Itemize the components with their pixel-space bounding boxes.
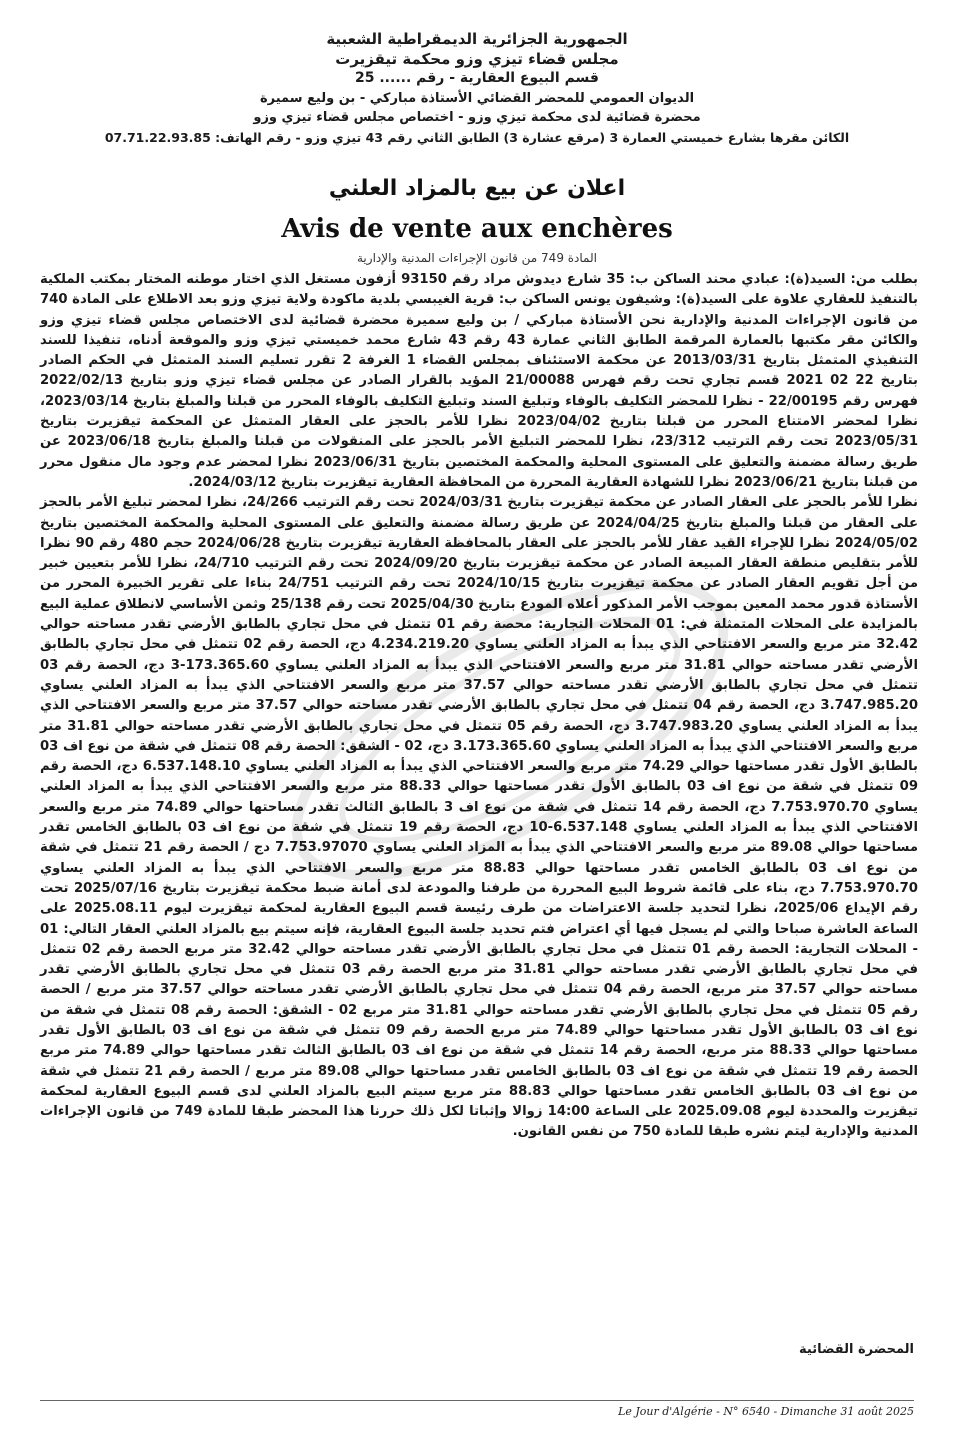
section-line: قسم البيوع العقارية - رقم ...... 25 [355,70,599,86]
notice-body [40,270,918,1143]
legal-reference: المادة 749 من قانون الإجراءات المدنية والإدارية [357,251,597,265]
address-line: الكائن مقرها بشارع خميستي العمارة 3 (مرقع عشارة 3) الطابق الثاني رقم 43 تيزي وزو - رقم الهاتف: 07.71.22.93.85 [104,129,850,145]
court-line: مجلس قضاء تيزي وزو محكمة تيقزيرت [335,49,619,68]
republic-line: الجمهورية الجزائرية الديمقراطية الشعبية [326,30,628,48]
bailiff-line: محضرة قضائية لدى محكمة تيزي وزو - اختصاص مجلس قضاء تيزي وزو [253,110,701,125]
notice-paragraph: بطلب من: السيد(ة): عبادي محند الساكن ب: 35 شارع ديدوش مراد رقم 93150 أزفون مستغل الذي اختار موطنه المختار بمكتب الملكية بالتنفيذ للعقاري علاوة على السيد(ة): وشيفون يونس الساكن ب: قرية الغيبسي بلدية ماكودة ولاية تيزي وزو بعد الاطلاع على المادة 740 من قانون الإجراءات المدنية والإدارية نحن الأستاذة مباركي / بن وليع سميرة محضرة قضائية لدى الاختصاص مجلس قضاء تيزي وزو والكائن مقر مكتبها بالعمارة المرقمة الطابق الثاني عمارة 43 رقم 43 شارع محمد خميستي تيزي وزو والموقعة أدناه، تنفيذا للسند التنفيذي المتمثل بتاريخ 2013/03/31 عن محكمة الاستئناف بمجلس القضاء 1 الغرفة 2 تقرر تسليم السند المتمثل في الحكم الصادر بتاريخ 22 02 2021 قسم تجاري تحت رقم فهرس 21/00088 المؤيد بالقرار الصادر عن مجلس قضاء تيزي وزو بتاريخ 2022/02/13 فهرس رقم 22/00195 - نظرا للمحضر التكليف بالوفاء وتبليغ السند وتبليغ التكليف بالوفاء المحرر من قبلنا والمبلغ بتاريخ 2023/03/14، نظرا لمحضر الامتناع المحرر من قبلنا بتاريخ 2023/04/02 نظرا للأمر بالحجز على العقار المتمثل عن المحكمة تيقزيرت بتاريخ 2023/05/31 تحت رقم الترتيب 23/312، نظرا للمحضر التبليغ الأمر بالحجز على المنقولات من قبلنا والمبلغ بتاريخ 2023/06/18 عن طريق رسالة مضمنة والتعليق على المستوى المحلية والمحكمة المختصين بتاريخ 2023/06/31 نظرا لمحضر عدم وجود مال منقول محرر من قبلنا بتاريخ 2023/06/21 نظرا للشهادة العقارية المحررة من المحافظة العقارية تيقزيرت بتاريخ 2024/03/12. [40,272,919,490]
court-header [40,30,914,147]
notice-paragraph: نظرا للأمر بالحجز على العقار الصادر عن محكمة تيقزيرت بتاريخ 2024/03/31 تحت رقم الترتيب 24/266، نظرا لمحضر تبليغ الأمر بالحجز على العقار من قبلنا والمبلغ بتاريخ 2024/04/25 عن طريق رسالة مضمنة والتعليق على المستوى المحلية والمحكمة المختصين بتاريخ 2024/05/02 نظرا للإجراء القيد عقار للأمر بالحجز على العقار بالمحافظة العقارية تيقزيرت بتاريخ 2024/06/28 حجم 480 رقم 90 نظرا للأمر بتقليص منطقة العقار المبيعة الصادر عن محكمة تيقزيرت بتاريخ 2024/09/20 تحت رقم الترتيب 24/710، نظرا للأمر بتعيين خبير من أجل تقويم العقار الصادر عن محكمة تيقزيرت بتاريخ 2024/10/15 تحت رقم الترتيب 24/751 بناءا على تقرير الخبيرة المحرر من الأستاذة قدور محمد المعين بموجب الأمر المذكور أعلاه المودع بتاريخ 2025/04/30 تحت رقم 25/138 وثمن الأساسي لانطلاق عملية البيع بالمزايدة على المحلات المتمثلة في: 01 المحلات التجارية: محصة رقم 01 تتمثل في محل تجاري بالطابق الأرضي تقدر مساحته حوالي 32.42 متر مربع والسعر الافتتاحي الذي يبدأ به المزاد العلني يساوي 4.234.219.20 دج، الحصة رقم 02 تتمثل في محل تجاري بالطابق الأرضي تقدر مساحته حوالي 31.81 متر مربع والسعر الافتتاحي الذي يبدأ به المزاد العلني يساوي 173.365.60-3 دج، الحصة رقم 03 تتمثل في محل تجاري بالطابق الأرضي تقدر مساحته حوالي 37.57 متر مربع والسعر الافتتاحي الذي يبدأ به المزاد العلني يساوي 3.747.985.20 دج، الحصة رقم 04 تتمثل في محل تجاري بالطابق الأرضي تقدر مساحته حوالي 37.57 متر مربع والسعر الافتتاحي الذي يبدأ به المزاد العلني يساوي 3.747.983.20 دج، الحصة رقم 05 تتمثل في محل تجاري بالطابق الأرضي تقدر مساحته حوالي 31.81 متر مربع والسعر الافتتاحي الذي يبدأ به المزاد العلني يساوي 3.173.365.60 دج، 02 - الشقق: الحصة رقم 08 تتمثل في شقة من نوع اف 03 بالطابق الأول تقدر مساحتها حوالي 74.29 متر مربع والسعر الافتتاحي الذي يبدأ به المزاد العلني يساوي 6.537.148.10 دج، الحصة رقم 09 تتمثل في شقة من نوع اف 03 بالطابق الأول تقدر مساحتها حوالي 88.33 متر مربع والسعر الافتتاحي الذي يبدأ به المزاد العلني يساوي 7.753.970.70 دج، الحصة رقم 14 تتمثل في شقة من نوع اف 3 بالطابق الثالث تقدر مساحتها حوالي 74.89 متر مربع والسعر الافتتاحي الذي يبدأ به المزاد العلني يساوي 6.537.148-10 دج، الحصة رقم 19 تتمثل في شقة من نوع اف 03 بالطابق الخامس تقدر مساحتها حوالي 89.08 متر مربع والسعر الافتتاحي الذي يبدأ به المزاد العلني يساوي 7.753.97070 دج / الحصة رقم 21 تتمثل في شقة من نوع اف 03 بالطابق الخامس تقدر مساحتها حوالي 88.83 متر مربع والسعر الافتتاحي الذي يبدأ به المزاد العلني يساوي 7.753.970.70 دج، بناء على قائمة شروط البيع المحررة من طرفنا والمودعة لدى أمانة ضبط محكمة تيقزيرت بتاريخ 2025/07/16 تحت رقم الإيداع 2025/06، نظرا لتحديد جلسة الاعتراضات من طرف رئيسة قسم البيوع العقارية لمحكمة تيقزيرت ليوم 2025.08.11 على الساعة العاشرة صباحا والتي لم يسجل فيها أي اعتراض فتم تحديد جلسة البيوع العقارية، فإنه سيتم بيع بالمزاد العلني العقار التالي: 01 - المحلات التجارية: الحصة رقم 01 تتمثل في محل تجاري بالطابق الأرضي تقدر مساحته حوالي 32.42 متر مربع الحصة رقم 02 تتمثل في محل تجاري بالطابق الأرضي تقدر مساحته حوالي 31.81 متر مربع الحصة رقم 03 تتمثل في محل تجاري بالطابق الأرضي تقدر مساحته حوالي 37.57 متر مربع، الحصة رقم 04 تتمثل في محل تجاري بالطابق الأرضي تقدر مساحته حوالي 37.57 متر مربع / الحصة رقم 05 تتمثل في محل تجاري بالطابق الأرضي تقدر مساحته حوالي 31.81 متر مربع 02 - الشقق: الحصة رقم 08 تتمثل في شقة من نوع اف 03 بالطابق الأول تقدر مساحتها حوالي 74.89 متر مربع الحصة رقم 09 تتمثل في شقة من نوع اف 03 بالطابق الأول تقدر مساحتها حوالي 88.33 متر مربع، الحصة رقم 14 تتمثل في شقة من نوع اف 03 بالطابق الثالث تقدر مساحتها حوالي 74.89 متر مربع الحصة رقم 19 تتمثل في شقة من نوع اف 03 بالطابق الخامس تقدر مساحتها حوالي 89.08 متر مربع / الحصة رقم 21 تتمثل في شقة من نوع اف 03 بالطابق الخامس تقدر مساحتها حوالي 88.83 متر مربع سيتم البيع بالمزاد العلني لدى قسم البيوع العقارية لمحكمة تيقزيرت والمحددة ليوم 2025.09.08 على الساعة 14:00 زوالا وإثباتا لكل ذلك حررنا هذا المحضر طبقا للمادة 749 من قانون الإجراءات المدنية والإدارية ليتم نشره طبقا للمادة 750 من نفس القانون. [40,495,919,1140]
footer-divider [40,1400,914,1401]
office-line: الديوان العمومي للمحضر القضائي الأستاذة مباركي - بن وليع سميرة [259,90,695,106]
newspaper-footer: Le Jour d'Algérie - N° 6540 - Dimanche 31 août 2025 [618,1405,914,1418]
title-french: Avis de vente aux enchères [281,214,673,244]
signature-line: المحضرة القضائية [799,1342,914,1357]
title-arabic: اعلان عن بيع بالمزاد العلني [328,176,626,201]
